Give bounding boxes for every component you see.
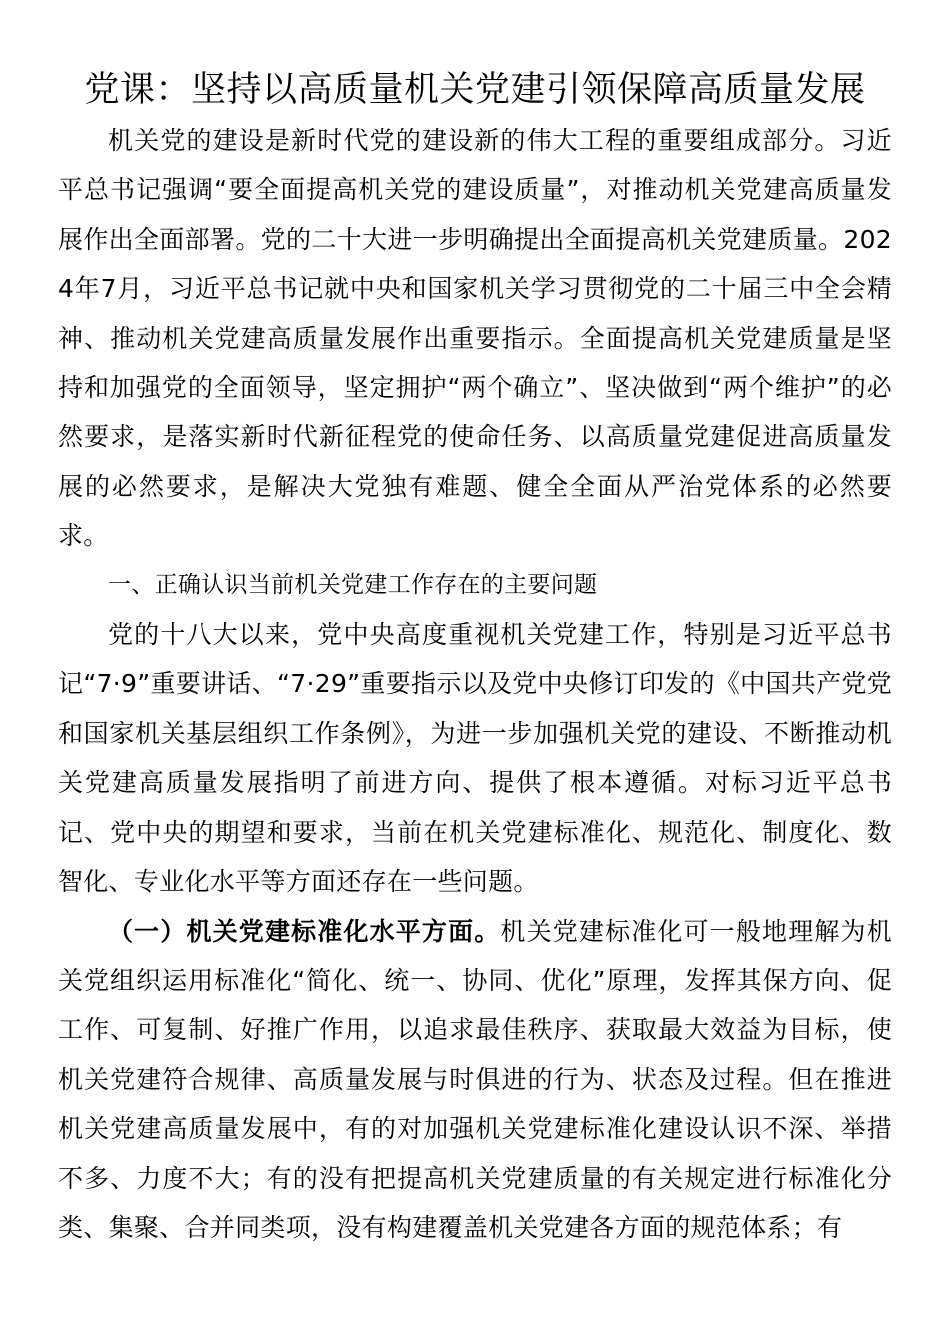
body-paragraph: 党的十八大以来，党中央高度重视机关党建工作，特别是习近平总书记“7·9”重要讲话、“7·29”重要指示以及党中央修订印发的《中国共产党党和国家机关基层组织工作条例》，为进一步加强机关党的建设、不断推动机关党建高质量发展指明了前进方向、提供了根本遵循。对标习近平总书记、党中央的期望和要求，当前在机关党建标准化、规范化、制度化、数智化、专业化水平等方面还存在一些问题。 [58,620,892,897]
document-title: 党课：坚持以高质量机关党建引领保障高质量发展 [84,70,866,110]
section-heading: 一、正确认识当前机关党建工作存在的主要问题 [108,571,598,598]
subsection-text: 机关党建标准化可一般地理解为机关党组织运用标准化“简化、统一、协同、优化”原理，发挥其保方向、促工作、可复制、好推广作用，以追求最佳秩序、获取最大效益为目标，使机关党建符合规律、高质量发展与时俱进的行为、状态及过程。但在推进机关党建高质量发展中，有的对加强机关党建标准化建设认识不深、举措不多、力度不大；有的没有把提高机关党建质量的有关规定进行标准化分类、集聚、合并同类项，没有构建覆盖机关党建各方面的规范体系；有 [58,916,892,1242]
intro-paragraph: 机关党的建设是新时代党的建设新的伟大工程的重要组成部分。习近平总书记强调“要全面提高机关党的建设质量”，对推动机关党建高质量发展作出全面部署。党的二十大进一步明确提出全面提高机关党建质量。2024年7月，习近平总书记就中央和国家机关学习贯彻党的二十届三中全会精神、推动机关党建高质量发展作出重要指示。全面提高机关党建质量是坚持和加强党的全面领导，坚定拥护“两个确立”、坚决做到“两个维护”的必然要求，是落实新时代新征程党的使命任务、以高质量党建促进高质量发展的必然要求，是解决大党独有难题、健全全面从严治党体系的必然要求。 [58,126,892,551]
subsection-paragraph [58,907,892,1253]
document-body [58,116,892,1252]
subsection-heading: （一）机关党建标准化水平方面。 [108,916,501,946]
